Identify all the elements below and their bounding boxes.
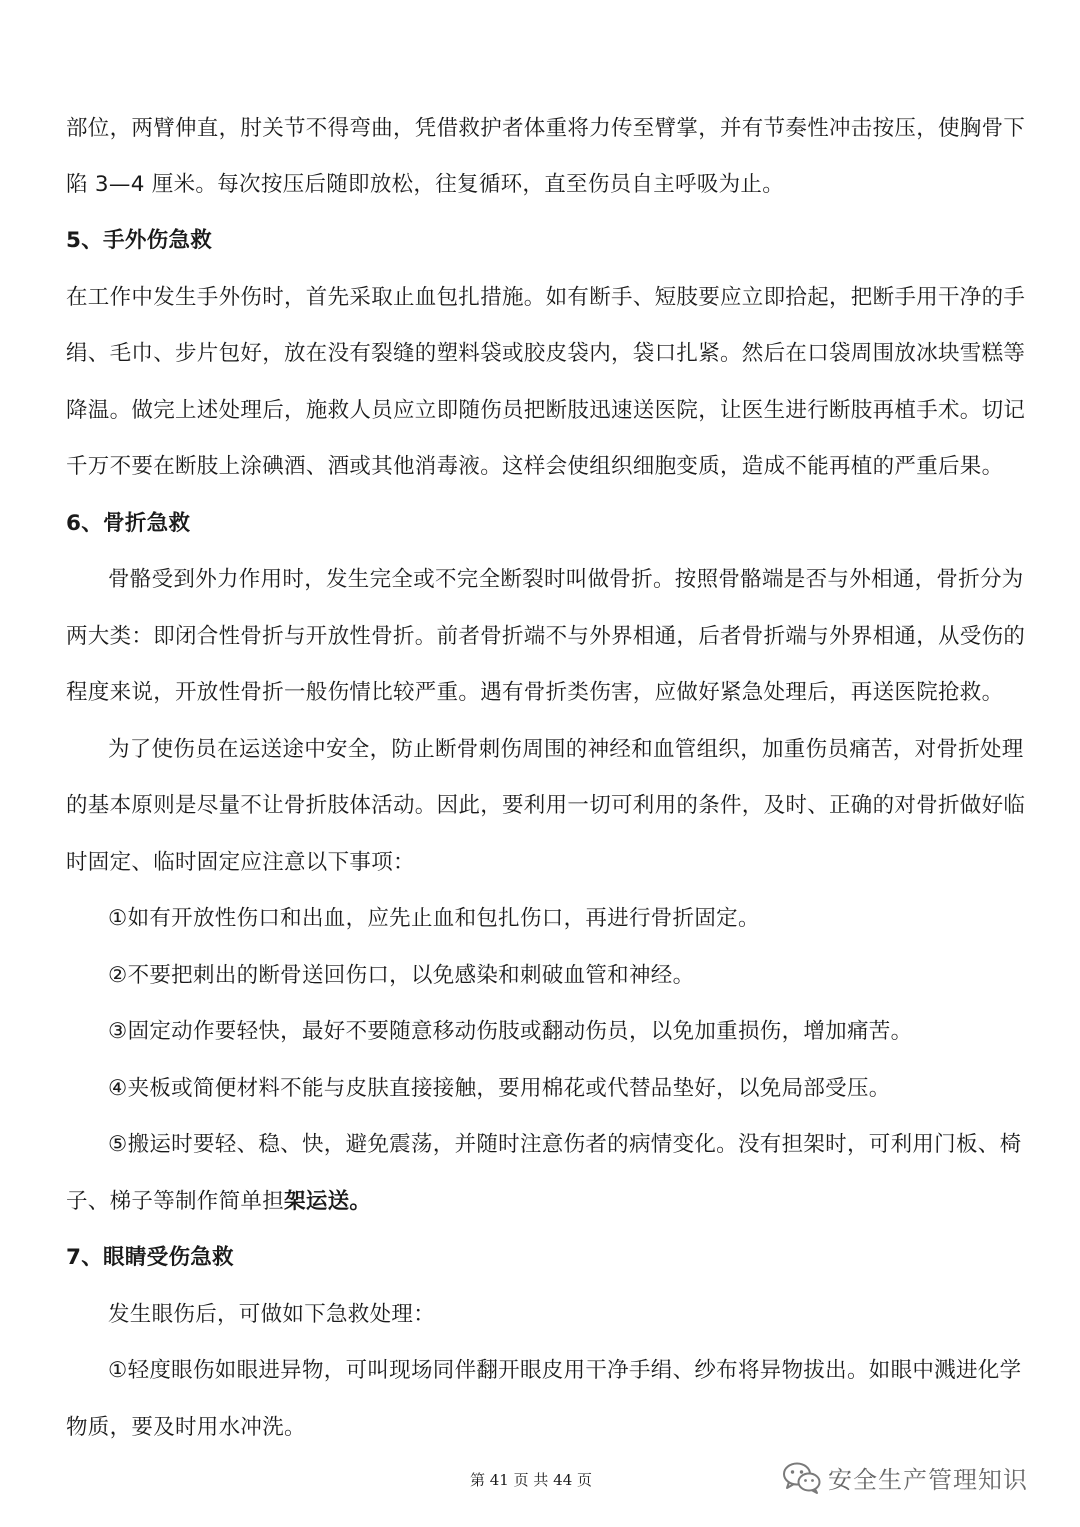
paragraph-line: 绢、毛巾、步片包好，放在没有裂缝的塑料袋或胶皮袋内，袋口扎紧。然后在口袋周围放冰块雪糕等 xyxy=(66,341,1026,366)
list-item: ②不要把刺出的断骨送回伤口，以免感染和刺破血管和神经。 xyxy=(108,963,695,988)
list-item: ①如有开放性伤口和出血，应先止血和包扎伤口，再进行骨折固定。 xyxy=(108,906,760,931)
paragraph-line: 时固定、临时固定应注意以下事项： xyxy=(66,850,415,875)
watermark-text: 安全生产管理知识 xyxy=(828,1466,1028,1494)
list-item-continuation xyxy=(66,1187,1026,1217)
page-number: 第 41 页 共 44 页 xyxy=(470,1471,593,1489)
paragraph-line: 的基本原则是尽量不让骨折肢体活动。因此，要利用一切可利用的条件，及时、正确的对骨折做好临 xyxy=(66,793,1026,818)
paragraph-line: 为了使伤员在运送途中安全，防止断骨刺伤周围的神经和血管组织，加重伤员痛苦，对骨折处理 xyxy=(108,737,1024,762)
section-heading: 6、骨折急救 xyxy=(66,511,191,536)
paragraph-line: 千万不要在断肢上涂碘酒、酒或其他消毒液。这样会使组织细胞变质，造成不能再植的严重后果。 xyxy=(66,454,1004,479)
section-heading: 7、眼睛受伤急救 xyxy=(66,1245,234,1270)
section-heading: 5、手外伤急救 xyxy=(66,228,213,253)
list-item: ⑤搬运时要轻、稳、快，避免震荡，并随时注意伤者的病情变化。没有担架时，可利用门板、椅 xyxy=(108,1132,1022,1157)
paragraph-line: 程度来说，开放性骨折一般伤情比较严重。遇有骨折类伤害，应做好紧急处理后，再送医院抢救。 xyxy=(66,680,1004,705)
paragraph-line: 在工作中发生手外伤时，首先采取止血包扎措施。如有断手、短肢要应立即拾起，把断手用干净的手 xyxy=(66,285,1026,310)
paragraph-line: 发生眼伤后，可做如下急救处理： xyxy=(108,1302,436,1327)
wechat-icon xyxy=(782,1461,822,1499)
list-item: ④夹板或简便材料不能与皮肤直接接触，要用棉花或代替品垫好，以免局部受压。 xyxy=(108,1076,891,1101)
paragraph-line: 物质，要及时用水冲洗。 xyxy=(66,1415,306,1440)
watermark xyxy=(782,1460,1028,1500)
paragraph-line: 两大类：即闭合性骨折与开放性骨折。前者骨折端不与外界相通，后者骨折端与外界相通，从受伤的 xyxy=(66,624,1026,649)
paragraph-line: 骨骼受到外力作用时，发生完全或不完全断裂时叫做骨折。按照骨骼端是否与外相通，骨折分为 xyxy=(108,567,1024,592)
bold-text: 架运送。 xyxy=(284,1189,372,1214)
plain-text: 子、梯子等制作简单担 xyxy=(66,1189,285,1214)
paragraph-line: 降温。做完上述处理后，施救人员应立即随伤员把断肢迅速送医院，让医生进行断肢再植手术。切记 xyxy=(66,398,1026,423)
list-item: ③固定动作要轻快，最好不要随意移动伤肢或翻动伤员，以免加重损伤，增加痛苦。 xyxy=(108,1019,913,1044)
paragraph-line: 部位，两臂伸直，肘关节不得弯曲，凭借救护者体重将力传至臂掌，并有节奏性冲击按压，使胸骨下 xyxy=(66,116,1026,141)
list-item: ①轻度眼伤如眼进异物，可叫现场同伴翻开眼皮用干净手绢、纱布将异物拔出。如眼中溅进化学 xyxy=(108,1358,1022,1383)
paragraph-line: 陷 3—4 厘米。每次按压后随即放松，往复循环，直至伤员自主呼吸为止。 xyxy=(66,172,785,197)
